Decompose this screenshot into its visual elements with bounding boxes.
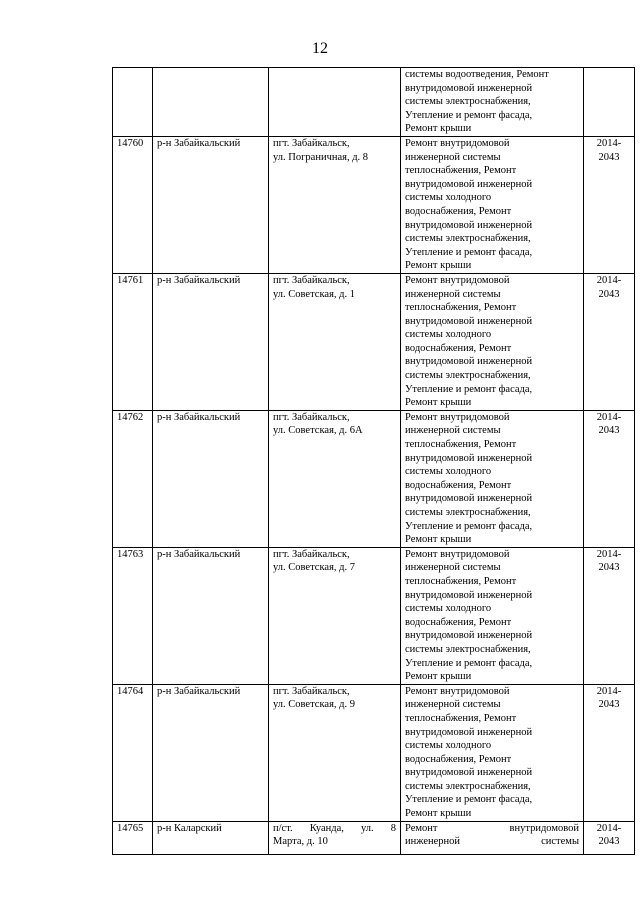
table-row (113, 684, 635, 821)
cell-text-line: системы холодного (405, 329, 492, 341)
address-cell (269, 410, 401, 547)
cell-text-line: системы электроснабжения, (405, 780, 531, 792)
cell-text-line: 2043 (598, 425, 620, 437)
cell-text-line: системы водоотведения, Ремонт (405, 69, 549, 80)
row-id-cell (113, 684, 153, 821)
cell-text-line: 2014- (596, 137, 622, 149)
cell-text-line: внутридомовой инженерной (405, 493, 533, 505)
cell-text-line: 2014- (596, 822, 622, 834)
cell-text-line: Ремонт крыши (405, 671, 472, 683)
district-cell (153, 136, 269, 273)
row-id-cell (113, 821, 153, 854)
cell-text-line: пгт. Забайкальск, (273, 274, 350, 286)
cell-text-line: теплоснабжения, Ремонт (405, 439, 517, 451)
period-cell (584, 136, 635, 273)
cell-text-line: водоснабжения, Ремонт (405, 479, 512, 491)
cell-text-line: водоснабжения, Ремонт (405, 205, 512, 217)
works-cell (401, 821, 584, 854)
cell-text-line: 2014- (596, 274, 622, 286)
cell-text-line: 2043 (598, 699, 620, 711)
cell-text-line: внутридомовой инженерной (405, 452, 533, 464)
address-cell (269, 68, 401, 137)
cell-text-line: водоснабжения, Ремонт (405, 616, 512, 628)
cell-text-line: внутридомовой инженерной (405, 767, 533, 779)
cell-text-line: Утепление и ремонт фасада, (405, 520, 533, 532)
cell-text-line: ул. Пограничная, д. 8 (273, 151, 369, 163)
cell-text-line: 14761 (117, 274, 144, 286)
cell-text-line: инженерной системы (405, 425, 501, 437)
period-cell (584, 821, 635, 854)
cell-text-line: внутридомовой инженерной (405, 356, 533, 368)
cell-text-line: теплоснабжения, Ремонт (405, 302, 517, 314)
cell-text-line: внутридомовой инженерной (405, 726, 533, 738)
cell-text-line: инженерной системы (405, 836, 579, 848)
district-cell (153, 684, 269, 821)
cell-text-line: Утепление и ремонт фасада, (405, 383, 533, 395)
cell-text-line: Ремонт крыши (405, 534, 472, 546)
cell-text-line: 14760 (117, 137, 144, 149)
cell-text-line: системы холодного (405, 740, 492, 752)
cell-text-line: 2014- (596, 685, 622, 697)
table-row (113, 68, 635, 137)
cell-text-line: р-н Каларский (157, 822, 222, 834)
cell-text-line: Ремонт внутридомовой (405, 411, 510, 423)
table-row (113, 547, 635, 684)
cell-text-line: внутридомовой инженерной (405, 82, 533, 94)
cell-text-line: Ремонт внутридомовой (405, 274, 510, 286)
works-registry-table (112, 67, 635, 855)
cell-text-line: 2043 (598, 288, 620, 300)
table-row (113, 136, 635, 273)
row-id-cell (113, 68, 153, 137)
address-cell (269, 136, 401, 273)
cell-text-line: 14764 (117, 685, 144, 697)
row-id-cell (113, 410, 153, 547)
cell-text-line: системы электроснабжения, (405, 643, 531, 655)
table-row (113, 821, 635, 854)
cell-text-line: ул. Советская, д. 6А (273, 425, 363, 437)
cell-text-line: системы электроснабжения, (405, 233, 531, 245)
cell-text-line: теплоснабжения, Ремонт (405, 712, 517, 724)
cell-text-line: р-н Забайкальский (157, 274, 241, 286)
cell-text-line: 14765 (117, 822, 144, 834)
cell-text-line: Утепление и ремонт фасада, (405, 109, 533, 121)
works-cell (401, 547, 584, 684)
district-cell (153, 547, 269, 684)
cell-text-line: 2043 (598, 151, 620, 163)
cell-text-line: 2043 (598, 836, 620, 848)
cell-text-line: инженерной системы (405, 699, 501, 711)
cell-text-line: системы электроснабжения, (405, 507, 531, 518)
address-cell (269, 821, 401, 854)
cell-text-line: системы электроснабжения, (405, 370, 531, 382)
cell-text-line: пгт. Забайкальск, (273, 137, 350, 149)
cell-text-line: Ремонт крыши (405, 808, 472, 820)
cell-text-line: р-н Забайкальский (157, 137, 241, 149)
period-cell (584, 547, 635, 684)
cell-text-line: Марта, д. 10 (273, 836, 328, 848)
cell-text-line: теплоснабжения, Ремонт (405, 575, 517, 587)
cell-text-line: внутридомовой инженерной (405, 219, 533, 231)
address-cell (269, 547, 401, 684)
cell-text-line: Ремонт внутридомовой (405, 548, 510, 560)
cell-text-line: Ремонт крыши (405, 123, 472, 135)
row-id-cell (113, 273, 153, 410)
cell-text-line: 2043 (598, 562, 620, 574)
cell-text-line: пгт. Забайкальск, (273, 548, 350, 560)
table-row (113, 273, 635, 410)
cell-text-line: Ремонт крыши (405, 397, 472, 409)
registry-table-body (113, 68, 635, 855)
table-row (113, 410, 635, 547)
address-cell (269, 684, 401, 821)
cell-text-line: р-н Забайкальский (157, 548, 241, 560)
cell-text-line: внутридомовой инженерной (405, 630, 533, 642)
address-cell (269, 273, 401, 410)
cell-text-line: 14762 (117, 411, 144, 423)
works-cell (401, 68, 584, 137)
cell-text-line: системы электроснабжения, (405, 96, 531, 108)
works-cell (401, 273, 584, 410)
cell-text-line: Ремонт внутридомовой (405, 137, 510, 149)
cell-text-line: 2014- (596, 411, 622, 423)
district-cell (153, 410, 269, 547)
cell-text-line: ул. Советская, д. 1 (273, 288, 355, 300)
row-id-cell (113, 547, 153, 684)
district-cell (153, 821, 269, 854)
cell-text-line: инженерной системы (405, 288, 501, 300)
cell-text-line: ул. Советская, д. 7 (273, 562, 355, 574)
works-cell (401, 410, 584, 547)
cell-text-line: р-н Забайкальский (157, 685, 241, 697)
works-cell (401, 136, 584, 273)
period-cell (584, 273, 635, 410)
cell-text-line: 2014- (596, 548, 622, 560)
period-cell (584, 684, 635, 821)
row-id-cell (113, 136, 153, 273)
cell-text-line: Ремонт внутридомовой (405, 685, 510, 697)
cell-text-line: внутридомовой инженерной (405, 589, 533, 601)
cell-text-line: Ремонт крыши (405, 260, 472, 272)
cell-text-line: Ремонт внутридомовой (405, 822, 579, 834)
cell-text-line: внутридомовой инженерной (405, 315, 533, 327)
cell-text-line: Утепление и ремонт фасада, (405, 246, 533, 258)
cell-text-line: инженерной системы (405, 562, 501, 574)
cell-text-line: Утепление и ремонт фасада, (405, 794, 533, 806)
cell-text-line: пгт. Забайкальск, (273, 685, 350, 697)
works-cell (401, 684, 584, 821)
cell-text-line: теплоснабжения, Ремонт (405, 165, 517, 177)
page-number: 12 (312, 40, 328, 57)
cell-text-line: системы холодного (405, 192, 492, 204)
cell-text-line: 14763 (117, 548, 144, 560)
period-cell (584, 410, 635, 547)
district-cell (153, 273, 269, 410)
cell-text-line: п/ст. Куанда, ул. 8 (273, 822, 396, 834)
cell-text-line: внутридомовой инженерной (405, 178, 533, 190)
cell-text-line: системы холодного (405, 603, 492, 615)
district-cell (153, 68, 269, 137)
cell-text-line: Утепление и ремонт фасада, (405, 657, 533, 669)
cell-text-line: инженерной системы (405, 151, 501, 163)
cell-text-line: водоснабжения, Ремонт (405, 753, 512, 765)
cell-text-line: системы холодного (405, 466, 492, 478)
cell-text-line: р-н Забайкальский (157, 411, 241, 423)
period-cell (584, 68, 635, 137)
cell-text-line: ул. Советская, д. 9 (273, 699, 355, 711)
cell-text-line: пгт. Забайкальск, (273, 411, 350, 423)
cell-text-line: водоснабжения, Ремонт (405, 342, 512, 354)
